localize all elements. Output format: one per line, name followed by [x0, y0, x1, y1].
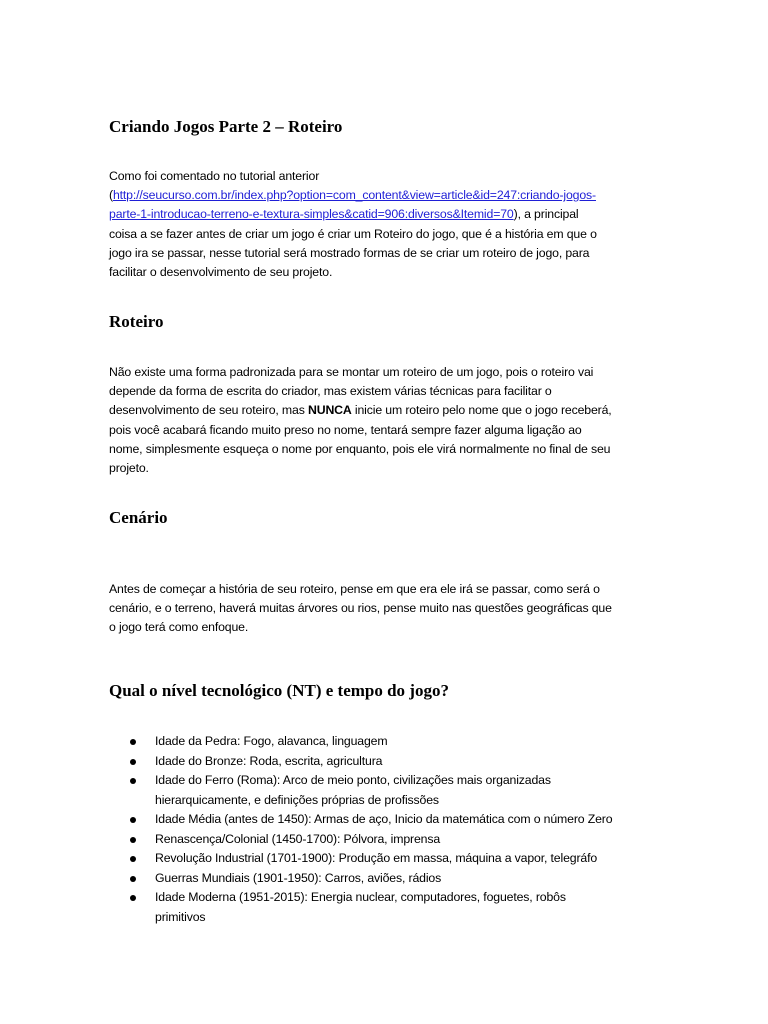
bullet-icon	[130, 895, 136, 901]
list-item	[0, 752, 675, 772]
bullet-icon	[130, 876, 136, 882]
list-item-text: Idade da Pedra: Fogo, alavanca, linguagem	[155, 734, 388, 748]
roteiro-line-1: Não existe uma forma padronizada para se montar um roteiro de um jogo, pois o roteiro vai	[109, 365, 594, 379]
bullet-icon	[130, 759, 136, 765]
roteiro-line-6: projeto.	[109, 461, 149, 476]
document-title: Criando Jogos Parte 2 – Roteiro	[109, 117, 343, 136]
list-item-text: Revolução Industrial (1701-1900): Produção em massa, máquina a vapor, telegráfo	[155, 851, 598, 865]
bullet-icon	[130, 739, 136, 745]
list-item	[0, 888, 675, 927]
intro-line-6: facilitar o desenvolvimento de seu projeto.	[109, 265, 333, 280]
intro-line-3	[109, 205, 661, 224]
cenario-heading: Cenário	[109, 508, 168, 527]
list-item	[0, 869, 675, 889]
cenario-line-2: cenário, e o terreno, haverá muitas árvores ou rios, pense muito nas questões geográficas que	[109, 601, 612, 616]
list-item	[0, 810, 675, 830]
roteiro-paragraph	[109, 363, 661, 478]
open-paren: (	[109, 188, 113, 203]
roteiro-line-3	[109, 401, 661, 420]
list-item-text: Idade Média (antes de 1450): Armas de aço, Inicio da matemática com o número Zero	[155, 812, 613, 826]
list-item-text: Idade do Bronze: Roda, escrita, agricultura	[155, 753, 383, 768]
intro-line-4: coisa a se fazer antes de criar um jogo é criar um Roteiro do jogo, que é a história em que o	[109, 226, 597, 241]
list-item	[0, 830, 675, 850]
cenario-line-3: o jogo terá como enfoque.	[109, 620, 249, 635]
bullet-icon	[130, 837, 136, 843]
nivel-heading: Qual o nível tecnológico (NT) e tempo do jogo?	[109, 681, 449, 700]
tech-level-list	[0, 732, 675, 927]
cenario-paragraph	[109, 580, 661, 638]
tutorial-link-part-2[interactable]: parte-1-introducao-terreno-e-textura-simples&catid=906:diversos&Itemid=70	[109, 207, 514, 222]
list-item	[0, 771, 675, 810]
list-item-text: Idade Moderna (1951-2015): Energia nuclear, computadores, foguetes, robôs	[155, 890, 566, 904]
roteiro-line-4: pois você acabará ficando muito preso no nome, tentará sempre fazer alguma ligação ao	[109, 422, 582, 437]
intro-line-1: Como foi comentado no tutorial anterior	[109, 169, 320, 183]
bullet-icon	[130, 856, 136, 862]
list-item-text-continued: primitivos	[155, 909, 206, 924]
roteiro-line-3-end: inicie um roteiro pelo nome que o jogo receberá,	[351, 403, 612, 418]
bullet-icon	[130, 817, 136, 823]
roteiro-line-5: nome, simplesmente esqueça o nome por enquanto, pois ele virá normalmente no final de seu	[109, 441, 611, 456]
intro-line-2	[109, 186, 661, 205]
list-item-text-continued: hierarquicamente, e definições próprias de profissões	[155, 792, 439, 807]
roteiro-line-2: depende da forma de escrita do criador, mas existem várias técnicas para facilitar o	[109, 384, 552, 399]
intro-line-3-suffix: ), a principal	[513, 207, 579, 222]
tutorial-link-part-1[interactable]: http://seucurso.com.br/index.php?option=com_content&view=article&id=247:criando-jogos-	[112, 188, 596, 203]
list-item-text: Guerras Mundiais (1901-1950): Carros, aviões, rádios	[155, 870, 442, 885]
list-item	[0, 732, 675, 752]
list-item-text: Renascença/Colonial (1450-1700): Pólvora, imprensa	[155, 831, 441, 846]
intro-line-5: jogo ira se passar, nesse tutorial será mostrado formas de se criar um roteiro de jogo, para	[109, 245, 590, 260]
bullet-icon	[130, 778, 136, 784]
cenario-line-1: Antes de começar a história de seu roteiro, pense em que era ele irá se passar, como será o	[109, 582, 600, 596]
intro-paragraph	[109, 167, 661, 282]
roteiro-line-3-start: desenvolvimento de seu roteiro, mas	[109, 403, 308, 418]
emphasis-nunca: NUNCA	[307, 403, 352, 418]
roteiro-heading: Roteiro	[109, 312, 164, 331]
list-item	[0, 849, 675, 869]
list-item-text: Idade do Ferro (Roma): Arco de meio ponto, civilizações mais organizadas	[155, 773, 551, 787]
